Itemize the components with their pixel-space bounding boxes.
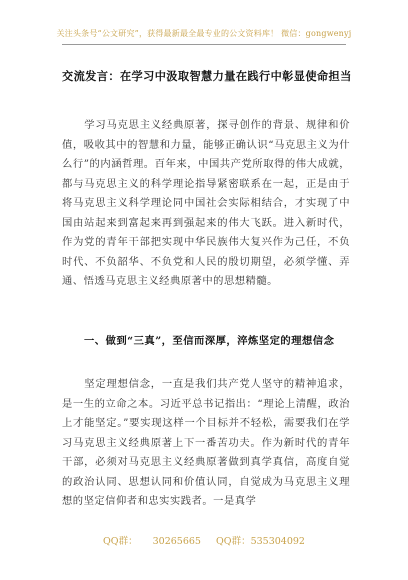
footer-contacts: [0, 533, 408, 547]
top-banner: 关注头条号“公文研究”，获得最新最全最专业的公文资料库！ 微信：gongwenyj: [56, 29, 352, 38]
section-heading: [62, 332, 350, 352]
section-heading-text: 一、做到“三真”，至信而深厚，淬炼坚定的理想信念: [84, 335, 335, 347]
paragraph-2-text: 坚定理想信念，一直是我们共产党人坚守的精神追求，是一生的立命之本。习近平总书记指出：“理论上清醒，政治上才能坚定。”要实现这样一个目标并不轻松，需要我们在学习马克思主义经典原著上下一番苦功夫。作为新时代的青年干部，必须对马克思主义经典原著做到真学真信，高度自觉的政治认同、思想认同和价值认同，自觉成为马克思主义理想的坚定信仰者和忠实实践者。一是真学: [62, 378, 350, 507]
paragraph-1: [62, 116, 350, 292]
header-divider: [62, 44, 346, 45]
footer-qq-group-1: QQ群： 30265665: [103, 536, 201, 547]
paragraph-1-text: 学习马克思主义经典原著，探寻创作的背景、规律和价值，吸收其中的智慧和力量，能够正确认识“马克思主义为什么行”的内涵哲理。百年来，中国共产党所取得的伟大成就，都与马克思主义的科学理论指导紧密联系在一起，正是由于将马克思主义科学理论同中国社会实际相结合，才实现了中国由站起来到富起来再到强起来的伟大飞跃。进入新时代，作为党的青年干部把实现中华民族伟大复兴作为己任，不负时代、不负韶华、不负党和人民的殷切期望，必须学懂、弄通、悟透马克思主义经典原著中的思想精髓。: [62, 119, 350, 287]
document-title: 交流发言：在学习中汲取智慧力量在践行中彰显使命担当: [62, 69, 352, 83]
paragraph-2: [62, 375, 350, 512]
footer-qq-group-2: QQ群：535304092: [216, 536, 305, 547]
